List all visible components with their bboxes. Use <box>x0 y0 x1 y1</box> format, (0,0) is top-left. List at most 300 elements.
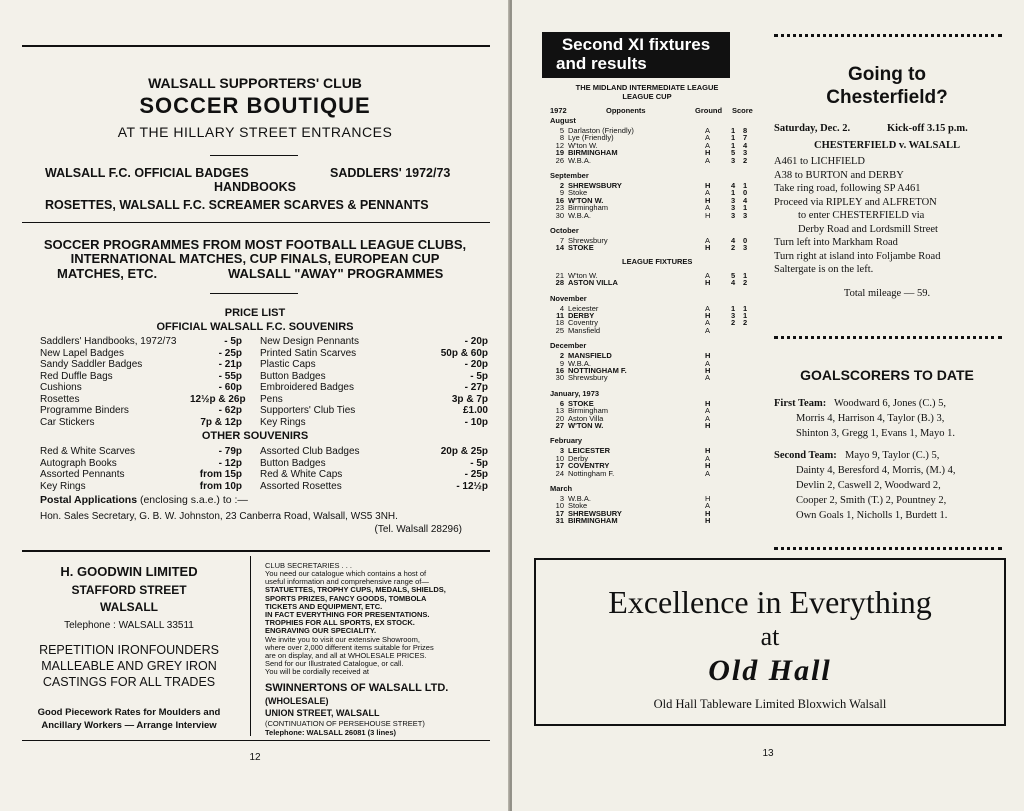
fixture-score-against: 1 <box>743 303 748 313</box>
fixture-date: 18 <box>555 318 564 328</box>
postal-rest: (enclosing s.a.e.) to :— <box>139 494 248 506</box>
league-title: THE MIDLAND INTERMEDIATE LEAGUE <box>575 83 719 92</box>
fixture-ground: A <box>705 140 711 150</box>
fixture-score-for: 1 <box>731 126 736 135</box>
swin-line: STATUETTES, TROPHY CUPS, MEDALS, SHIELDS, <box>265 585 446 595</box>
fixture-date: 25 <box>555 325 564 335</box>
price-row <box>260 417 488 428</box>
item-price: from 15p <box>199 469 242 480</box>
fixture-ground: A <box>705 325 711 335</box>
handbooks-year: SADDLERS' 1972/73 <box>330 166 451 180</box>
price-row <box>260 394 488 405</box>
fixture-score-against: 4 <box>743 195 748 205</box>
price-row <box>40 382 242 393</box>
fixture-opponent: W.B.A. <box>568 210 591 220</box>
boutique-title: SOCCER BOUTIQUE <box>139 93 371 118</box>
swin-cont: (CONTINUATION OF PERSEHOUSE STREET) <box>265 719 425 728</box>
fixture-opponent: STOKE <box>568 398 594 408</box>
fixture-date: 26 <box>555 155 564 165</box>
first-team-line: Morris 4, Harrison 4, Taylor (B.) 3, <box>796 413 945 424</box>
banner-line-2: and results <box>556 54 647 73</box>
postal-bold: Postal Applications <box>40 494 138 506</box>
route-line: to enter CHESTERFIELD via <box>798 210 925 221</box>
fixture-date: 12 <box>555 140 564 150</box>
item-price: 7p & 12p <box>200 416 242 428</box>
price-row <box>40 393 246 405</box>
fixture-score-against: 2 <box>743 278 748 288</box>
badges-text: WALSALL F.C. OFFICIAL BADGES <box>45 166 249 180</box>
swin-line: You need our catalogue which contains a host of <box>265 569 427 578</box>
cup-title: LEAGUE CUP <box>622 92 672 101</box>
item-price: - 5p <box>470 370 488 382</box>
swin-line: SPORTS PRIZES, FANCY GOODS, TOMBOLA <box>265 593 427 603</box>
fixture-opponent: Derby <box>568 453 589 463</box>
fixture-ground: H <box>705 148 711 158</box>
swin-line: IN FACT EVERYTHING FOR PRESENTATIONS. <box>265 610 430 619</box>
fixture-score-for: 4 <box>731 181 736 190</box>
fixture-ground: A <box>705 373 711 383</box>
item-name: Button Badges <box>260 457 326 469</box>
entrance-text: AT THE HILLARY STREET ENTRANCES <box>117 124 393 140</box>
item-name: Car Stickers <box>40 416 95 428</box>
fixture-date: 31 <box>555 516 564 526</box>
item-price: - 10p <box>464 416 488 428</box>
fixture-date: 9 <box>559 358 564 368</box>
fixture-score-for: 3 <box>731 155 736 165</box>
swin-line: ENGRAVING OUR SPECIALITY. <box>265 626 377 636</box>
fixture-ground: H <box>705 195 711 205</box>
first-team-label: First Team: <box>774 398 827 409</box>
item-name: Key Rings <box>260 416 306 428</box>
item-price: - 25p <box>218 347 242 359</box>
fixture-date: 17 <box>555 461 564 471</box>
second-team-label: Second Team: <box>774 450 837 461</box>
fixture-opponent: ASTON VILLA <box>568 278 618 288</box>
item-name: Autograph Books <box>40 457 117 469</box>
handbooks-text: HANDBOOKS <box>214 180 296 194</box>
item-price: - 21p <box>218 359 242 370</box>
price-row <box>260 371 488 382</box>
second-team-line: Devlin 2, Caswell 2, Woodward 2, <box>796 480 941 491</box>
fixture-opponent: MANSFIELD <box>568 351 612 361</box>
goodwin-phone: Telephone : WALSALL 33511 <box>64 620 194 631</box>
fixture-date: 8 <box>559 133 564 143</box>
other-souvenirs-title: OTHER SOUVENIRS <box>201 430 309 442</box>
fixture-opponent: COVENTRY <box>568 461 610 471</box>
fixture-month: December <box>550 341 587 351</box>
swin-name: SWINNERTONS OF WALSALL LTD. <box>265 682 449 694</box>
route-line: A38 to BURTON and DERBY <box>774 169 904 181</box>
fixture-ground: H <box>705 398 711 408</box>
fixture-opponent: BIRMINGHAM <box>568 516 618 526</box>
fixture-date: 11 <box>556 311 564 320</box>
item-name: Saddlers' Handbooks, 1972/73 <box>40 336 177 347</box>
price-row <box>40 458 242 469</box>
fixture-ground: H <box>705 494 711 503</box>
item-name: Assorted Rosettes <box>260 480 342 492</box>
fixture-opponent: W'ton W. <box>568 140 598 150</box>
swin-line: are on display, and all at WHOLESALE PRICES. <box>265 651 427 660</box>
fixture-score-for: 1 <box>731 188 736 198</box>
price-row <box>40 405 242 416</box>
going-line-1: Going to <box>847 64 927 85</box>
swin-street: UNION STREET, WALSALL <box>265 708 380 718</box>
hdr-ground: Ground <box>695 106 723 115</box>
item-price: - 25p <box>464 469 488 480</box>
item-price: - 55p <box>218 370 242 382</box>
fixture-month: October <box>550 226 579 235</box>
item-name: Sandy Saddler Badges <box>40 359 143 370</box>
fixture-opponent: Darlaston (Friendly) <box>568 126 634 135</box>
goodwin-line-1: REPETITION IRONFOUNDERS <box>39 643 219 657</box>
fixture-score-for: 1 <box>731 133 736 143</box>
fixture-score-for: 1 <box>731 140 736 150</box>
goodwin-rates-2: Ancillary Workers — Arrange Interview <box>41 720 217 731</box>
fixture-date: 2 <box>559 181 564 190</box>
fixture-opponent: Lye (Friendly) <box>568 133 614 143</box>
postal-applications <box>40 494 248 506</box>
fixture-date: 24 <box>555 468 564 478</box>
fixture-score-against: 3 <box>743 210 748 220</box>
route-line: A461 to LICHFIELD <box>774 156 865 167</box>
fixture-ground: H <box>705 278 711 288</box>
fixture-ground: A <box>705 270 711 280</box>
banner-line-1: Second XI fixtures <box>561 35 711 54</box>
fixture-ground: H <box>705 461 711 471</box>
goodwin-street: STAFFORD STREET <box>71 583 187 597</box>
goodwin-line-3: CASTINGS FOR ALL TRADES <box>42 675 216 689</box>
swin-head: CLUB SECRETARIES . . . <box>265 561 352 570</box>
left-page <box>0 0 510 811</box>
going-line-2: Chesterfield? <box>826 87 948 108</box>
fixture-score-for: 4 <box>731 278 736 288</box>
item-price: 3p & 7p <box>451 393 488 405</box>
page-number-12: 12 <box>249 752 261 763</box>
item-name: Key Rings <box>40 480 86 492</box>
top-rule <box>22 45 490 47</box>
fixture-score-for: 1 <box>731 303 736 313</box>
item-name: Red & White Scarves <box>40 446 136 457</box>
fixture-score-for: 2 <box>731 318 736 328</box>
price-row <box>260 469 488 480</box>
dotted-rule <box>774 336 1002 339</box>
fixture-date: 27 <box>555 421 564 430</box>
fixture-score-for: 2 <box>731 243 736 253</box>
fixture-date: 16 <box>555 366 564 375</box>
secretary-tel: (Tel. Walsall 28296) <box>374 524 462 535</box>
fixture-ground: A <box>705 236 711 245</box>
swin-line: We invite you to visit our extensive Showroom, <box>265 634 420 644</box>
fixture-date: 23 <box>555 203 564 213</box>
fixture-opponent: Shrewsbury <box>568 373 608 383</box>
fixtures-banner <box>542 32 730 78</box>
fixture-month: August <box>550 116 576 125</box>
route-line: Take ring road, following SP A461 <box>774 183 921 194</box>
goodwin-rates-1: Good Piecework Rates for Moulders and <box>37 707 221 718</box>
fixture-score-against: 2 <box>743 318 748 328</box>
fixture-month: March <box>550 484 573 493</box>
item-price: - 62p <box>218 405 242 416</box>
price-row <box>260 382 488 393</box>
fixture-ground: A <box>705 188 711 198</box>
item-price: - 12½p <box>456 480 488 492</box>
price-row <box>260 405 488 416</box>
fixture-ground: H <box>705 366 711 375</box>
fixture-date: 17 <box>555 508 564 518</box>
fixture-date: 5 <box>559 126 564 135</box>
fixture-score-against: 3 <box>743 243 748 253</box>
fixture-ground: A <box>705 126 711 135</box>
fixture-month: February <box>550 436 583 446</box>
fixture-opponent: LEICESTER <box>568 446 611 456</box>
fixture-date: 13 <box>555 406 564 416</box>
price-row <box>40 417 242 428</box>
price-row <box>40 446 242 457</box>
item-price: - 5p <box>224 336 242 347</box>
fixture-opponent: DERBY <box>568 311 595 320</box>
item-name: Red & White Caps <box>260 469 343 480</box>
fixture-date: 10 <box>555 501 564 511</box>
fixture-opponent: Stoke <box>568 188 588 198</box>
goodwin-name: H. GOODWIN LIMITED <box>60 564 198 579</box>
route-line: Derby Road and Lordsmill Street <box>798 223 938 235</box>
fixture-ground: H <box>705 243 711 253</box>
second-team-line: Cooper 2, Smith (T.) 2, Pountney 2, <box>796 495 947 506</box>
fixture-opponent: Stoke <box>568 501 588 511</box>
fixture-date: 30 <box>555 210 564 220</box>
bottom-rule <box>22 740 490 741</box>
fixture-score-for: 3 <box>731 311 736 320</box>
kickoff: Kick-off 3.15 p.m. <box>887 123 968 134</box>
away-programmes: WALSALL "AWAY" PROGRAMMES <box>228 266 444 281</box>
fixture-ground: H <box>705 210 711 220</box>
route-line: Saltergate is on the left. <box>774 264 874 275</box>
club-title: WALSALL SUPPORTERS' CLUB <box>148 75 362 91</box>
fixture-score-for: 3 <box>731 210 736 220</box>
price-row <box>40 469 242 480</box>
fixture-score-against: 3 <box>743 148 748 158</box>
swin-tel: Telephone: WALSALL 26081 (3 lines) <box>265 728 397 737</box>
fixture-score-against: 8 <box>743 126 748 135</box>
rosettes-text: ROSETTES, WALSALL F.C. SCREAMER SCARVES & PENNANTS <box>45 198 429 212</box>
fixture-date: 3 <box>559 446 564 456</box>
item-name: Cushions <box>40 382 82 393</box>
fixture-opponent: Mansfield <box>568 325 601 335</box>
fixture-ground: A <box>705 155 711 165</box>
hdr-opponents: Opponents <box>606 106 646 115</box>
page-number-13: 13 <box>762 748 774 759</box>
hdr-year: 1972 <box>550 106 567 115</box>
item-name: New Design Pennants <box>260 336 359 347</box>
fixture-ground: A <box>705 318 711 328</box>
item-name: Pens <box>260 393 283 405</box>
fixture-ground: H <box>705 446 711 456</box>
item-name: Button Badges <box>260 370 326 382</box>
fixture-month: November <box>550 293 587 303</box>
route-line: Turn left into Markham Road <box>774 237 898 248</box>
dotted-rule <box>774 547 1002 550</box>
fixture-date: 14 <box>555 243 564 253</box>
fixture-section: LEAGUE FIXTURES <box>622 256 693 266</box>
fixture-date: 19 <box>555 148 564 158</box>
item-price: - 79p <box>218 446 242 457</box>
item-price: - 27p <box>464 382 488 393</box>
price-row <box>40 359 242 370</box>
ad-line-2: at <box>760 622 780 651</box>
price-row <box>40 348 242 359</box>
fixture-date: 3 <box>559 494 564 503</box>
second-team-line: Own Goals 1, Nicholls 1, Burdett 1. <box>796 510 948 521</box>
price-row <box>260 446 488 457</box>
fixture-score-against: 1 <box>743 203 748 213</box>
right-page <box>512 0 1024 811</box>
price-row <box>260 359 488 370</box>
fixture-ground: H <box>705 421 711 430</box>
fixture-score-against: 0 <box>743 188 748 198</box>
fixture-ground: H <box>705 508 711 518</box>
goalscorers-title: GOALSCORERS TO DATE <box>800 367 974 383</box>
fixture-date: 20 <box>555 413 564 423</box>
item-price: £1.00 <box>462 405 488 416</box>
price-row <box>40 336 242 347</box>
route-line: Proceed via RIPLEY and ALFRETON <box>774 196 937 208</box>
fixture-opponent: W.B.A. <box>568 494 591 503</box>
fixture-opponent: Birmingham <box>568 406 609 416</box>
fixture-score-for: 3 <box>731 203 736 213</box>
price-row <box>260 348 488 359</box>
official-souvenirs-title: OFFICIAL WALSALL F.C. SOUVENIRS <box>156 321 354 333</box>
fixture-opponent: Nottingham F. <box>568 468 615 478</box>
fixture-date: 7 <box>559 236 564 245</box>
swin-line: Send for our Illustrated Catalogue, or call. <box>265 659 404 669</box>
fixture-opponent: W'TON W. <box>568 195 604 205</box>
fixture-ground: H <box>705 351 711 361</box>
fixture-score-against: 4 <box>743 140 748 150</box>
fixture-score-against: 1 <box>743 181 748 190</box>
fixture-opponent: W'TON W. <box>568 421 604 430</box>
item-price: 20p & 25p <box>440 446 488 457</box>
fixture-date: 16 <box>555 195 564 205</box>
item-name: Plastic Caps <box>260 359 316 370</box>
price-row <box>40 481 242 492</box>
price-row <box>260 336 488 347</box>
dotted-rule <box>774 34 1002 37</box>
fixture-opponent: NOTTINGHAM F. <box>568 366 627 375</box>
fixture-date: 28 <box>555 278 564 288</box>
item-name: Programme Binders <box>40 405 129 416</box>
first-team-line: Woodward 6, Jones (C.) 5, <box>834 398 947 409</box>
rule <box>22 222 490 223</box>
goodwin-town: WALSALL <box>100 600 158 614</box>
fixture-date: 4 <box>559 303 564 313</box>
goodwin-line-2: MALLEABLE AND GREY IRON <box>41 659 217 673</box>
fixture-month: January, 1973 <box>550 388 600 398</box>
ad-line-1: Excellence in Everything <box>608 584 932 620</box>
fixture-ground: A <box>705 358 711 368</box>
swin-wholesale: (WHOLESALE) <box>265 696 329 706</box>
fixture-score-against: 0 <box>743 236 748 245</box>
fixture-score-for: 4 <box>731 236 736 245</box>
item-name: New Lapel Badges <box>40 347 124 359</box>
item-name: Supporters' Club Ties <box>260 405 356 416</box>
price-row <box>260 481 488 492</box>
match-title: CHESTERFIELD v. WALSALL <box>814 140 960 151</box>
fixture-date: 30 <box>555 373 564 383</box>
item-price: from 10p <box>199 480 242 492</box>
matches-text: MATCHES, ETC. <box>57 266 158 281</box>
fixture-opponent: Coventry <box>568 318 599 328</box>
match-date: Saturday, Dec. 2. <box>774 123 851 134</box>
fixture-ground: H <box>705 181 711 190</box>
ad-subtitle: Old Hall Tableware Limited Bloxwich Walsall <box>653 697 887 711</box>
fixture-ground: A <box>705 303 711 313</box>
fixture-opponent: Shrewsbury <box>568 236 608 245</box>
fixture-opponent: Leicester <box>568 303 599 313</box>
ad-top-rule <box>22 550 490 552</box>
fixture-opponent: W.B.A. <box>568 155 591 165</box>
programmes-2: INTERNATIONAL MATCHES, CUP FINALS, EUROPEAN CUP <box>70 251 440 266</box>
fixture-ground: A <box>705 203 711 213</box>
route-line: Turn right at island into Foljambe Road <box>774 250 941 262</box>
fixture-score-for: 5 <box>731 148 736 158</box>
fixture-ground: A <box>705 453 711 463</box>
fixture-opponent: BIRMINGHAM <box>568 148 618 158</box>
item-name: Assorted Club Badges <box>260 446 360 457</box>
fixture-score-against: 2 <box>743 155 748 165</box>
item-price: 12½p & 26p <box>190 393 246 405</box>
swin-line: useful information and comprehensive range of— <box>265 577 429 587</box>
item-name: Printed Satin Scarves <box>260 347 357 359</box>
second-team-line: Mayo 9, Taylor (C.) 5, <box>845 450 940 461</box>
fixture-opponent: SHREWSBURY <box>568 508 622 518</box>
price-list-title: PRICE LIST <box>224 307 286 319</box>
swin-line: TROPHIES FOR ALL SPORTS, EX STOCK. <box>265 618 415 628</box>
fixture-score-for: 5 <box>731 270 736 280</box>
old-hall-logo: Old Hall <box>708 654 832 687</box>
fixture-opponent: SHREWSBURY <box>568 181 622 190</box>
fixture-ground: A <box>705 133 711 143</box>
fixture-opponent: Birmingham <box>568 203 609 213</box>
item-name: Assorted Pennants <box>40 469 125 480</box>
secretary-address: Hon. Sales Secretary, G. B. W. Johnston, 23 Canberra Road, Walsall, WS5 3NH. <box>40 511 398 522</box>
item-price: - 60p <box>218 382 242 393</box>
item-price: - 5p <box>470 457 488 469</box>
price-row <box>40 371 242 382</box>
fixture-ground: H <box>705 311 711 320</box>
item-price: - 12p <box>218 457 242 469</box>
swin-line: where over 2,000 different items suitable for Prizes <box>265 642 434 652</box>
price-row <box>260 458 488 469</box>
fixture-opponent: Aston Villa <box>568 413 604 423</box>
fixture-month: September <box>550 171 589 180</box>
fixture-date: 6 <box>559 398 564 408</box>
item-price: 50p & 60p <box>440 347 488 359</box>
item-name: Embroidered Badges <box>260 382 354 393</box>
item-name: Rosettes <box>40 393 80 405</box>
divider <box>210 293 298 294</box>
fixture-date: 9 <box>559 188 564 198</box>
fixture-ground: A <box>705 501 711 511</box>
fixture-date: 2 <box>559 351 564 361</box>
first-team-line: Shinton 3, Gregg 1, Evans 1, Mayo 1. <box>796 428 955 439</box>
fixture-score-for: 3 <box>731 195 736 205</box>
swin-line: You will be cordially received at <box>265 667 369 677</box>
fixture-date: 10 <box>555 453 564 463</box>
fixture-opponent: W.B.A. <box>568 358 591 368</box>
fixture-date: 21 <box>555 270 564 280</box>
programmes-1: SOCCER PROGRAMMES FROM MOST FOOTBALL LEAGUE CLUBS, <box>43 237 467 252</box>
fixture-ground: A <box>705 406 711 416</box>
